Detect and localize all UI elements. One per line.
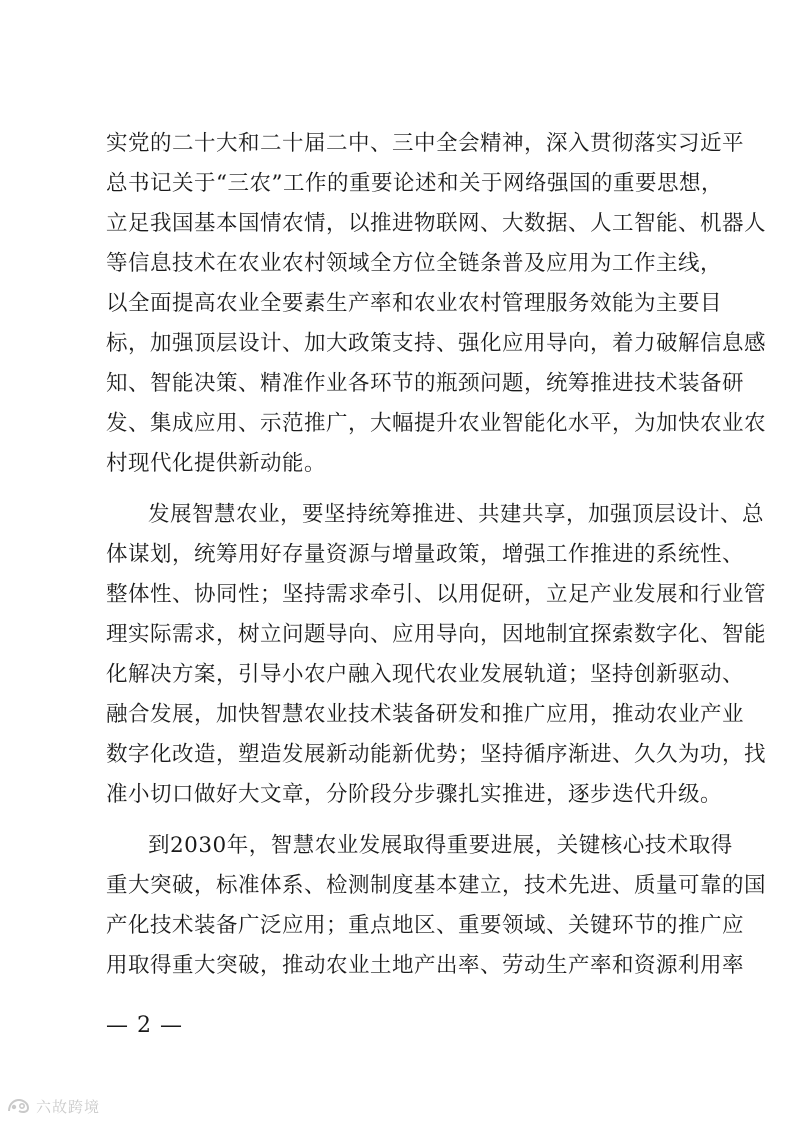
body-text	[106, 124, 767, 997]
text-line: 到2030年，智慧农业发展取得重要进展，关键核心技术取得	[148, 833, 733, 858]
text-line: 实党的二十大和二十届二中、三中全会精神，深入贯彻落实习近平	[106, 131, 745, 156]
text-line: 产化技术装备广泛应用；重点地区、重要领域、关键环节的推广应	[106, 913, 745, 938]
brand-logo-icon	[6, 1097, 32, 1115]
text-line: 总书记关于“三农”工作的重要论述和关于网络强国的重要思想，	[106, 171, 723, 196]
text-line: 等信息技术在农业农村领域全方位全链条普及应用为工作主线，	[106, 251, 723, 276]
text-line: 发、集成应用、示范推广，大幅提升农业智能化水平，为加快农业农	[106, 411, 767, 436]
text-line: 立足我国基本国情农情，以推进物联网、大数据、人工智能、机器人	[106, 211, 767, 236]
text-line: 标，加强顶层设计、加大政策支持、强化应用导向，着力破解信息感	[106, 331, 767, 356]
watermark	[6, 1094, 100, 1118]
text-line: 准小切口做好大文章，分阶段分步骤扎实推进，逐步迭代升级。	[106, 782, 723, 807]
paragraph-2	[106, 495, 767, 815]
paragraph-1	[106, 124, 767, 484]
paragraph-3	[106, 826, 767, 986]
text-line: 重大突破，标准体系、检测制度基本建立，技术先进、质量可靠的国	[106, 873, 767, 898]
watermark-text: 六故跨境	[36, 1097, 101, 1116]
text-line: 村现代化提供新动能。	[106, 451, 327, 476]
text-line: 化解决方案，引导小农户融入现代农业发展轨道；坚持创新驱动、	[106, 662, 745, 687]
text-line: 理实际需求，树立问题导向、应用导向，因地制宜探索数字化、智能	[106, 622, 767, 647]
text-line: 用取得重大突破，推动农业土地产出率、劳动生产率和资源利用率	[106, 953, 745, 978]
text-line: 融合发展，加快智慧农业技术装备研发和推广应用，推动农业产业	[106, 702, 745, 727]
text-line: 整体性、协同性；坚持需求牵引、以用促研，立足产业发展和行业管	[106, 582, 767, 607]
text-line: 体谋划，统筹用好存量资源与增量政策，增强工作推进的系统性、	[106, 542, 745, 567]
page-number: — 2 —	[106, 1013, 183, 1038]
text-line: 发展智慧农业，要坚持统筹推进、共建共享，加强顶层设计、总	[148, 502, 765, 527]
text-line: 知、智能决策、精准作业各环节的瓶颈问题，统筹推进技术装备研	[106, 371, 745, 396]
text-line: 以全面提高农业全要素生产率和农业农村管理服务效能为主要目	[106, 291, 723, 316]
text-line: 数字化改造，塑造发展新动能新优势；坚持循序渐进、久久为功，找	[106, 742, 767, 767]
